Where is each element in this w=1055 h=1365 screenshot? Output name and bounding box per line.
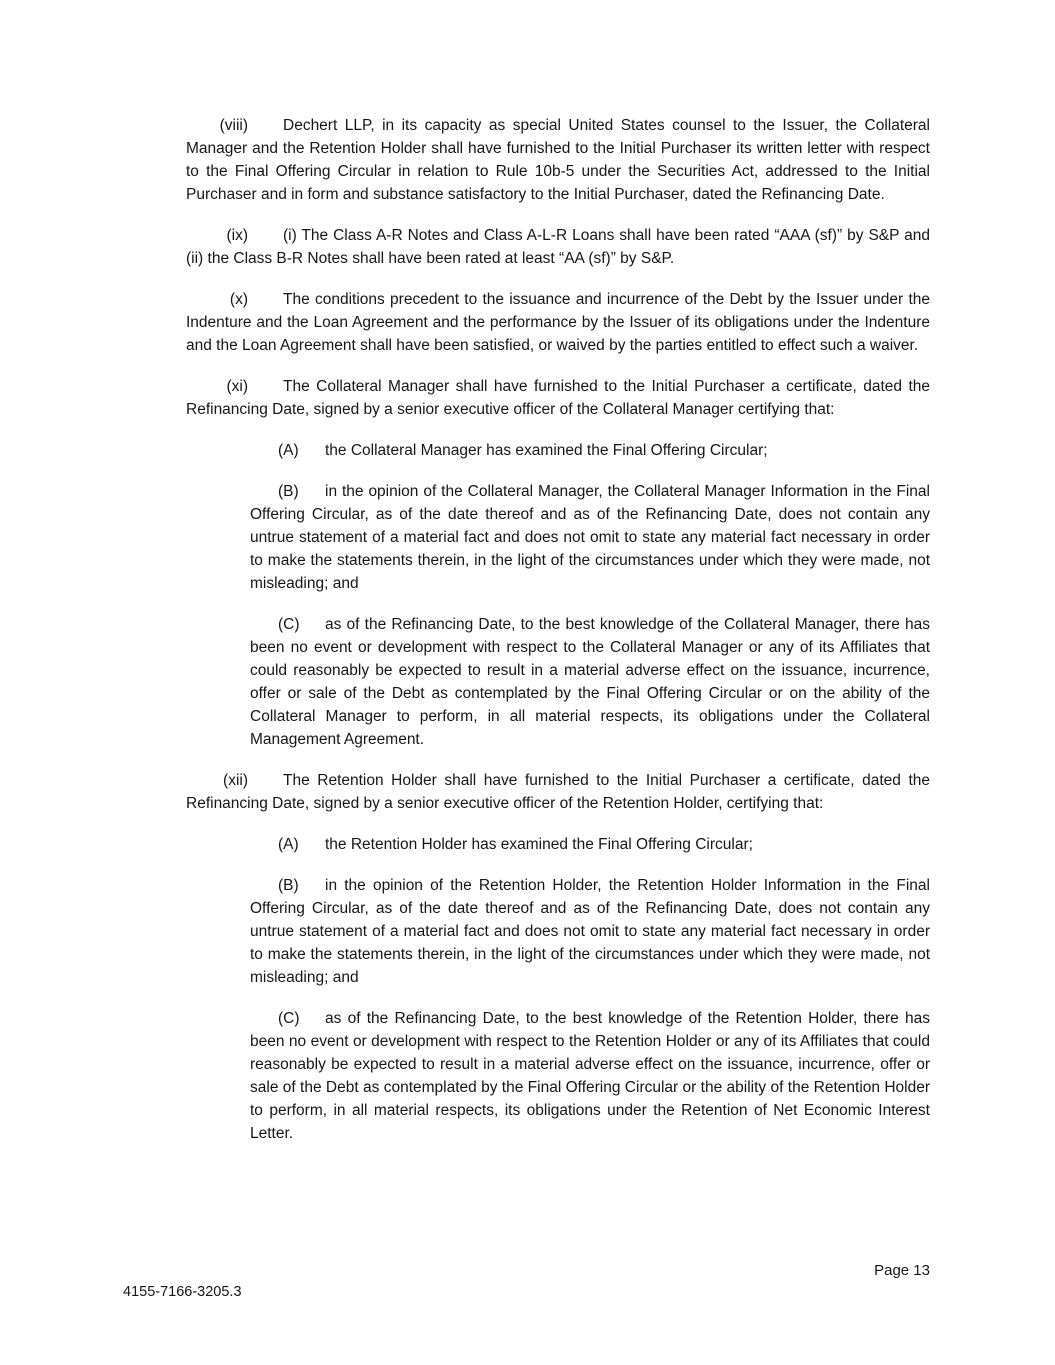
paragraph: [250, 613, 930, 751]
paragraph-text: as of the Refinancing Date, to the best knowledge of the Retention Holder, there has been no event or development with respect to the Retention Holder or any of its Affiliates that could reasonably be expected to result in a material adverse effect on the issuance, incurrence, offer or sale of the Debt as contemplated by the Final Offering Circular or the ability of the Retention Holder to perform, in all material respects, its obligations under the Retention of Net Economic Interest Letter.: [250, 1010, 930, 1142]
paragraph: [186, 375, 930, 421]
paragraph: [186, 769, 930, 815]
paragraph-number: (C): [278, 1010, 300, 1027]
paragraph: [186, 114, 930, 206]
paragraph-text: as of the Refinancing Date, to the best knowledge of the Collateral Manager, there has been no event or development with respect to the Collateral Manager or any of its Affiliates that could reasonably be expected to result in a material adverse effect on the issuance, incurrence, offer or sale of the Debt as contemplated by the Final Offering Circular or on the ability of the Collateral Manager to perform, in all material respects, its obligations under the Collateral Management Agreement.: [250, 616, 930, 748]
paragraph-number: (x): [229, 291, 248, 308]
paragraph-number: (B): [278, 483, 299, 500]
document-id: 4155-7166-3205.3: [123, 1284, 242, 1300]
paragraph: [186, 224, 930, 270]
paragraph-text: The conditions precedent to the issuance and incurrence of the Debt by the Issuer under the Indenture and the Loan Agreement and the performance by the Issuer of its obligations under the Indenture and the Loan Agreement shall have been satisfied, or waived by the parties entitled to effect such a waiver.: [186, 291, 930, 354]
paragraph: [250, 480, 930, 595]
page-number: Page 13: [874, 1262, 930, 1279]
paragraph: [250, 874, 930, 989]
paragraph-number: (ix): [226, 227, 248, 244]
paragraph-text: The Retention Holder shall have furnished to the Initial Purchaser a certificate, dated the Refinancing Date, signed by a senior executive officer of the Retention Holder, certifying that:: [186, 772, 930, 812]
paragraph-number: (B): [278, 877, 299, 894]
paragraph-number: (A): [278, 442, 299, 459]
paragraph-number: (viii): [219, 117, 248, 134]
paragraph-text: The Collateral Manager shall have furnished to the Initial Purchaser a certificate, dated the Refinancing Date, signed by a senior executive officer of the Collateral Manager certifying that:: [186, 378, 930, 418]
paragraph-number: (xii): [223, 772, 248, 789]
paragraph-text: (i) The Class A-R Notes and Class A-L-R Loans shall have been rated “AAA (sf)” by S&P and (ii) the Class B-R Notes shall have been rated at least “AA (sf)” by S&P.: [186, 227, 930, 267]
paragraph-text: in the opinion of the Retention Holder, the Retention Holder Information in the Final Offering Circular, as of the date thereof and as of the Refinancing Date, does not contain any untrue statement of a material fact and does not omit to state any material fact necessary in order to make the statements therein, in the light of the circumstances under which they were made, not misleading; and: [250, 877, 930, 986]
paragraph-text: Dechert LLP, in its capacity as special United States counsel to the Issuer, the Collateral Manager and the Retention Holder shall have furnished to the Initial Purchaser its written letter with respect to the Final Offering Circular in relation to Rule 10b-5 under the Securities Act, addressed to the Initial Purchaser and in form and substance satisfactory to the Initial Purchaser, dated the Refinancing Date.: [186, 117, 930, 203]
paragraph-number: (xi): [226, 378, 248, 395]
paragraph: [250, 833, 930, 856]
paragraph: [186, 288, 930, 357]
paragraph: [250, 1007, 930, 1145]
paragraph: [250, 439, 930, 462]
paragraph-text: in the opinion of the Collateral Manager, the Collateral Manager Information in the Final Offering Circular, as of the date thereof and as of the Refinancing Date, does not contain any untrue statement of a material fact and does not omit to state any material fact necessary in order to make the statements therein, in the light of the circumstances under which they were made, not misleading; and: [250, 483, 930, 592]
paragraph-number: (C): [278, 616, 300, 633]
paragraph-number: (A): [278, 836, 299, 853]
document-body: [186, 114, 930, 1163]
paragraph-text: the Collateral Manager has examined the Final Offering Circular;: [325, 442, 768, 459]
paragraph-text: the Retention Holder has examined the Final Offering Circular;: [325, 836, 753, 853]
